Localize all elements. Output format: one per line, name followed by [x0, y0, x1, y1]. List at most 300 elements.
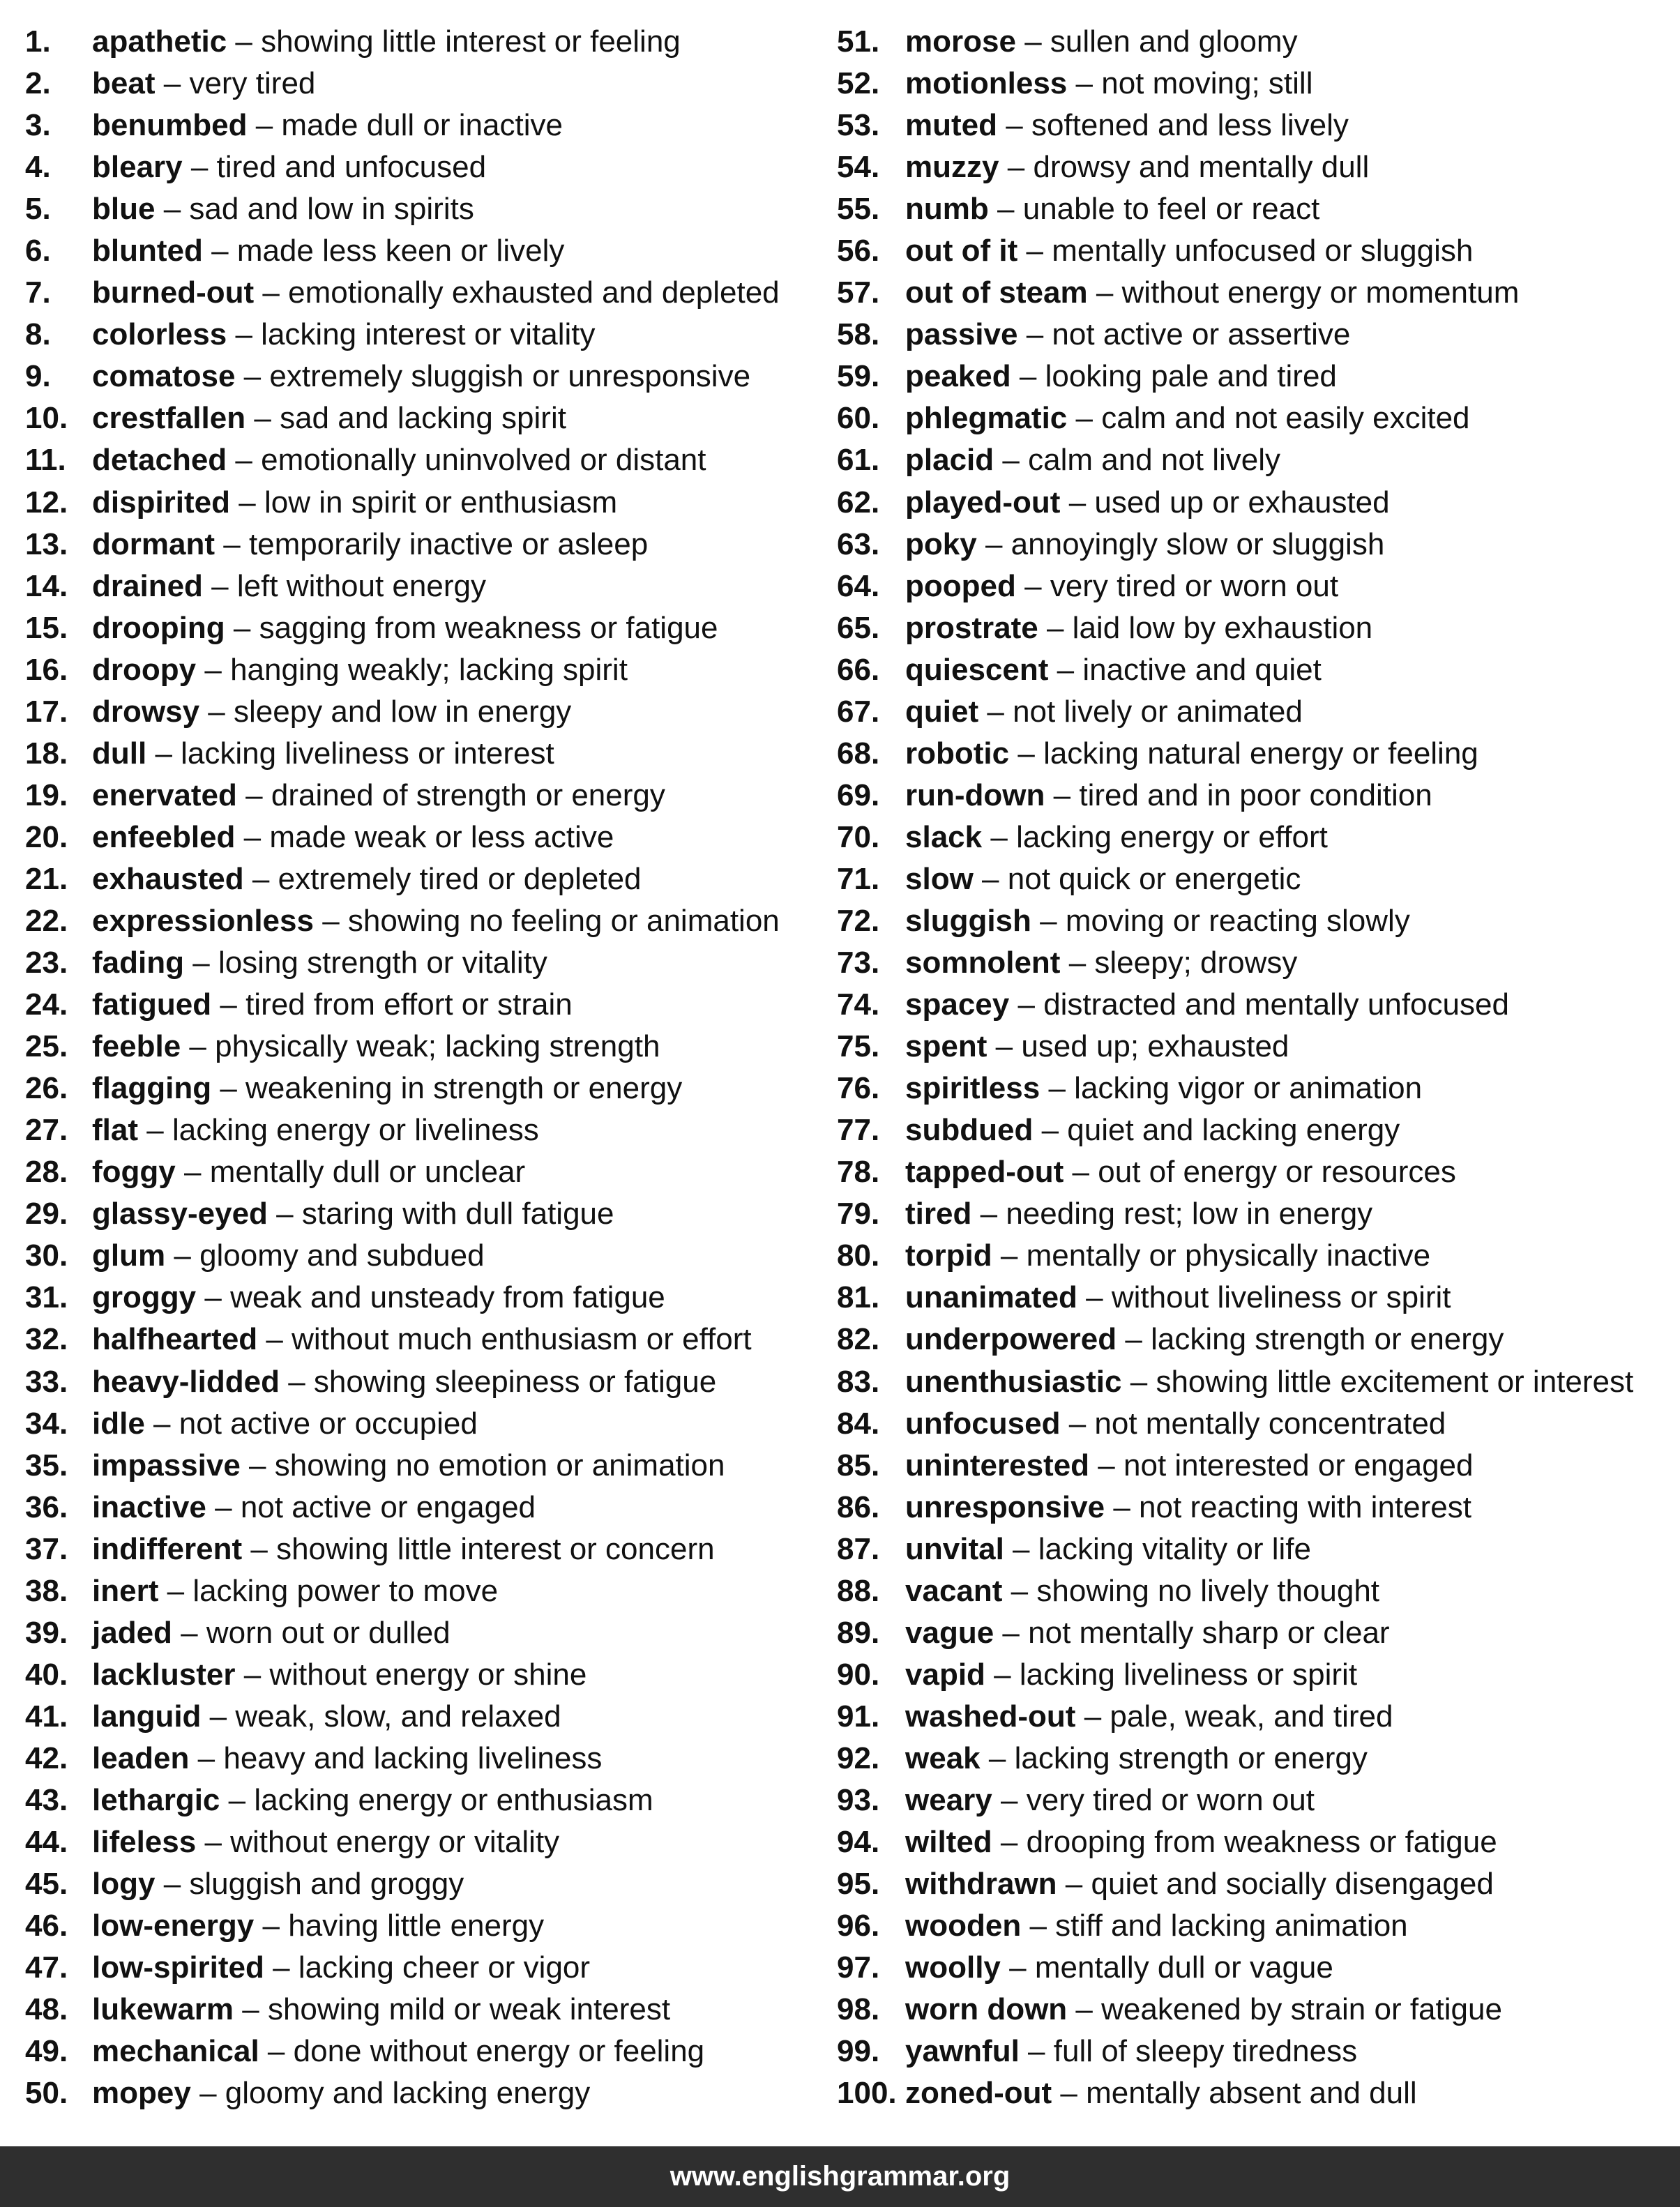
entry-separator: –: [174, 1238, 191, 1273]
list-item: [837, 1654, 1680, 1696]
entry-number: 69.: [837, 778, 880, 812]
entry-word: wilted: [905, 1825, 992, 1860]
entry-word: slow: [905, 861, 974, 896]
entry-number: 38.: [25, 1573, 68, 1608]
entry-separator: –: [1086, 1280, 1103, 1315]
entry-separator: –: [220, 987, 237, 1022]
entry-word: blue: [92, 192, 156, 227]
entry-number: 55.: [837, 192, 880, 227]
entry-number: 63.: [837, 526, 880, 561]
list-item: [25, 146, 820, 188]
entry-number: 58.: [837, 317, 880, 352]
footer-banner: [0, 2146, 1680, 2207]
entry-word: woolly: [905, 1950, 1001, 1985]
list-item: [837, 775, 1680, 817]
entry-definition: heavy and lacking liveliness: [223, 1740, 603, 1775]
entry-word: tired: [905, 1197, 972, 1231]
entry-definition: lacking interest or vitality: [261, 317, 596, 352]
list-item: [837, 1445, 1680, 1487]
list-item: [25, 439, 820, 481]
entry-number: 21.: [25, 861, 68, 896]
list-item: [837, 1529, 1680, 1570]
entry-number: 90.: [837, 1657, 880, 1692]
entry-definition: gloomy and lacking energy: [225, 2076, 591, 2111]
entry-definition: showing little interest or concern: [276, 1531, 715, 1566]
entry-word: beat: [92, 66, 156, 101]
list-item: [837, 817, 1680, 858]
entry-number: 65.: [837, 610, 880, 645]
list-item: [25, 230, 820, 272]
list-item: [837, 188, 1680, 230]
list-item: [837, 691, 1680, 733]
entry-separator: –: [276, 1197, 294, 1231]
entry-separator: –: [1075, 66, 1093, 101]
entry-definition: full of sleepy tiredness: [1053, 2034, 1358, 2069]
entry-separator: –: [262, 1909, 280, 1943]
list-item: [25, 1109, 820, 1151]
entry-number: 88.: [837, 1573, 880, 1608]
entry-definition: lacking energy or effort: [1016, 819, 1328, 854]
entry-word: quiescent: [905, 652, 1049, 687]
entry-word: vacant: [905, 1573, 1003, 1608]
entry-separator: –: [208, 694, 225, 729]
entry-number: 62.: [837, 485, 880, 519]
entry-number: 2.: [25, 66, 51, 101]
list-item: [25, 1821, 820, 1863]
entry-number: 20.: [25, 819, 68, 854]
list-item: [837, 1821, 1680, 1863]
entry-separator: –: [1130, 1364, 1148, 1399]
entry-number: 98.: [837, 1992, 880, 2027]
entry-word: motionless: [905, 66, 1068, 101]
entry-number: 53.: [837, 108, 880, 143]
list-item: [25, 775, 820, 817]
entry-definition: worn out or dulled: [206, 1615, 451, 1650]
list-item: [837, 1863, 1680, 1905]
list-item: [837, 1738, 1680, 1780]
entry-separator: –: [1024, 568, 1042, 603]
entry-definition: showing no lively thought: [1036, 1573, 1380, 1608]
entry-word: spiritless: [905, 1071, 1040, 1106]
list-item: [837, 1780, 1680, 1821]
entry-separator: –: [1113, 1489, 1130, 1524]
list-item: [25, 272, 820, 314]
entry-number: 15.: [25, 610, 68, 645]
entry-separator: –: [1041, 1113, 1059, 1148]
entry-word: drooping: [92, 610, 225, 645]
entry-definition: weakening in strength or energy: [245, 1071, 683, 1106]
list-item: [837, 1989, 1680, 2031]
entry-definition: lacking strength or energy: [1151, 1322, 1504, 1357]
entry-separator: –: [1013, 1531, 1030, 1566]
entry-number: 93.: [837, 1782, 880, 1817]
list-item: [837, 356, 1680, 397]
entry-word: exhausted: [92, 861, 244, 896]
entry-word: bleary: [92, 150, 183, 185]
entry-definition: made weak or less active: [269, 819, 614, 854]
entry-definition: drowsy and mentally dull: [1033, 150, 1370, 185]
entry-separator: –: [1017, 987, 1035, 1022]
list-item: [25, 21, 820, 63]
entry-definition: not reacting with interest: [1139, 1489, 1471, 1524]
entry-separator: –: [1068, 946, 1087, 980]
entry-word: run-down: [905, 778, 1045, 812]
entry-number: 12.: [25, 485, 68, 519]
entry-word: sluggish: [905, 903, 1031, 938]
list-item: [837, 146, 1680, 188]
list-item: [25, 649, 820, 691]
entry-definition: extremely sluggish or unresponsive: [269, 359, 751, 394]
entry-word: mechanical: [92, 2034, 259, 2069]
entry-word: muted: [905, 108, 997, 143]
entry-separator: –: [1068, 485, 1087, 519]
list-item: [837, 230, 1680, 272]
entry-separator: –: [1009, 1950, 1027, 1985]
entry-definition: physically weak; lacking strength: [215, 1029, 660, 1064]
list-item: [25, 105, 820, 146]
entry-definition: not mentally concentrated: [1094, 1406, 1446, 1441]
entry-definition: emotionally exhausted and depleted: [288, 275, 780, 310]
entry-separator: –: [1065, 1867, 1083, 1902]
entry-definition: not quick or energetic: [1007, 861, 1301, 896]
list-item: [837, 607, 1680, 649]
entry-definition: sad and low in spirits: [189, 192, 474, 227]
entry-number: 19.: [25, 778, 68, 812]
entry-definition: not mentally sharp or clear: [1028, 1615, 1390, 1650]
entry-word: underpowered: [905, 1322, 1117, 1357]
list-item: [837, 397, 1680, 439]
entry-separator: –: [1048, 1071, 1066, 1106]
entry-number: 37.: [25, 1531, 68, 1566]
entry-definition: showing sleepiness or fatigue: [313, 1364, 717, 1399]
entry-word: placid: [905, 443, 994, 478]
list-item: [837, 272, 1680, 314]
entry-separator: –: [204, 1280, 222, 1315]
entry-separator: –: [1125, 1322, 1142, 1357]
list-item: [25, 942, 820, 984]
entry-number: 100.: [837, 2076, 897, 2111]
entry-definition: lacking vitality or life: [1038, 1531, 1312, 1566]
entry-word: wooden: [905, 1909, 1022, 1943]
entry-definition: sluggish and groggy: [189, 1867, 464, 1902]
entry-definition: weak and unsteady from fatigue: [230, 1280, 665, 1315]
entry-definition: not active or assertive: [1052, 317, 1351, 352]
entry-number: 51.: [837, 24, 880, 59]
list-item: [25, 1947, 820, 1989]
entry-definition: laid low by exhaustion: [1072, 610, 1373, 645]
list-item: [837, 105, 1680, 146]
list-item: [25, 1068, 820, 1109]
entry-definition: mentally dull or unclear: [209, 1155, 526, 1190]
entry-separator: –: [209, 1699, 227, 1734]
entry-number: 75.: [837, 1029, 880, 1064]
entry-word: robotic: [905, 736, 1010, 771]
entry-number: 85.: [837, 1448, 880, 1482]
entry-number: 72.: [837, 903, 880, 938]
entry-separator: –: [163, 1867, 181, 1902]
entry-number: 89.: [837, 1615, 880, 1650]
entry-definition: left without energy: [236, 568, 486, 603]
entry-definition: lacking power to move: [192, 1573, 499, 1608]
list-item: [25, 858, 820, 900]
entry-definition: hanging weakly; lacking spirit: [230, 652, 628, 687]
list-item: [837, 314, 1680, 356]
entry-separator: –: [1026, 317, 1044, 352]
entry-separator: –: [1075, 401, 1093, 436]
entry-separator: –: [262, 275, 280, 310]
entry-word: burned-out: [92, 275, 255, 310]
entry-word: washed-out: [905, 1699, 1076, 1734]
entry-definition: sleepy; drowsy: [1094, 946, 1298, 980]
entry-separator: –: [211, 234, 229, 268]
entry-separator: –: [243, 819, 262, 854]
entry-number: 84.: [837, 1406, 880, 1441]
entry-number: 80.: [837, 1238, 880, 1273]
entry-word: prostrate: [905, 610, 1038, 645]
entry-number: 71.: [837, 861, 880, 896]
entry-number: 77.: [837, 1113, 880, 1148]
list-item: [837, 942, 1680, 984]
entry-definition: not lively or animated: [1013, 694, 1303, 729]
entry-word: yawnful: [905, 2034, 1020, 2069]
entry-definition: lacking vigor or animation: [1074, 1071, 1423, 1106]
entry-separator: –: [1068, 1406, 1087, 1441]
entry-word: benumbed: [92, 108, 248, 143]
entry-separator: –: [1029, 1909, 1047, 1943]
entry-definition: lacking liveliness or spirit: [1019, 1657, 1358, 1692]
entry-word: out of it: [905, 234, 1018, 268]
entry-definition: showing no feeling or animation: [347, 903, 780, 938]
entry-word: spacey: [905, 987, 1010, 1022]
list-item: [25, 1738, 820, 1780]
entry-number: 23.: [25, 946, 68, 980]
entry-number: 70.: [837, 819, 880, 854]
entry-word: muzzy: [905, 150, 999, 185]
entry-definition: inactive and quiet: [1082, 652, 1322, 687]
entry-separator: –: [254, 401, 271, 436]
entry-separator: –: [243, 359, 262, 394]
entry-number: 87.: [837, 1531, 880, 1566]
entry-number: 95.: [837, 1867, 880, 1902]
list-item: [837, 524, 1680, 566]
entry-definition: lacking strength or energy: [1014, 1740, 1368, 1775]
list-item: [25, 2031, 820, 2072]
entry-definition: used up or exhausted: [1094, 485, 1390, 519]
entry-number: 81.: [837, 1280, 880, 1315]
entry-number: 36.: [25, 1489, 68, 1524]
list-item: [25, 397, 820, 439]
entry-definition: sullen and gloomy: [1050, 24, 1298, 59]
entry-definition: mentally dull or vague: [1034, 1950, 1333, 1985]
entry-definition: needing rest; low in energy: [1006, 1197, 1373, 1231]
entry-word: fatigued: [92, 987, 212, 1022]
list-item: [837, 1109, 1680, 1151]
entry-separator: –: [184, 1155, 202, 1190]
entry-number: 32.: [25, 1322, 68, 1357]
entry-word: unanimated: [905, 1280, 1077, 1315]
list-item: [25, 1361, 820, 1403]
entry-word: inert: [92, 1573, 159, 1608]
entry-separator: –: [1040, 903, 1057, 938]
footer-url[interactable]: www.englishgrammar.org: [669, 2161, 1011, 2192]
entry-word: spent: [905, 1029, 987, 1064]
entry-definition: distracted and mentally unfocused: [1043, 987, 1509, 1022]
entry-word: unvital: [905, 1531, 1004, 1566]
entry-separator: –: [243, 1657, 262, 1692]
entry-separator: –: [249, 1448, 266, 1482]
entry-word: numb: [905, 192, 989, 227]
entry-definition: tired and unfocused: [216, 150, 487, 185]
entry-number: 76.: [837, 1071, 880, 1106]
entry-definition: low in spirit or enthusiasm: [264, 485, 618, 519]
entry-word: unfocused: [905, 1406, 1061, 1441]
entry-separator: –: [1024, 24, 1042, 59]
entry-separator: –: [189, 1029, 206, 1064]
entry-word: jaded: [92, 1615, 172, 1650]
entry-separator: –: [252, 861, 270, 896]
list-item: [25, 63, 820, 105]
word-list: [0, 21, 1680, 2113]
entry-number: 10.: [25, 401, 68, 436]
entry-number: 29.: [25, 1197, 68, 1231]
entry-number: 48.: [25, 1992, 68, 2027]
entry-number: 13.: [25, 526, 68, 561]
entry-separator: –: [1006, 108, 1023, 143]
entry-definition: mentally unfocused or sluggish: [1052, 234, 1474, 268]
entry-definition: losing strength or vitality: [218, 946, 547, 980]
entry-separator: –: [255, 108, 273, 143]
entry-separator: –: [1060, 2076, 1077, 2111]
entry-word: withdrawn: [905, 1867, 1057, 1902]
entry-separator: –: [228, 1782, 246, 1817]
list-item: [25, 188, 820, 230]
entry-separator: –: [199, 2076, 217, 2111]
entry-separator: –: [1017, 736, 1035, 771]
entry-separator: –: [1084, 1699, 1102, 1734]
entry-number: 99.: [837, 2034, 880, 2069]
list-item: [25, 482, 820, 524]
entry-word: uninterested: [905, 1448, 1090, 1482]
entry-number: 82.: [837, 1322, 880, 1357]
entry-separator: –: [220, 1071, 237, 1106]
entry-word: lifeless: [92, 1825, 197, 1860]
entry-definition: showing mild or weak interest: [267, 1992, 671, 2027]
list-item: [837, 482, 1680, 524]
entry-number: 41.: [25, 1699, 68, 1734]
entry-definition: lacking natural energy or feeling: [1043, 736, 1478, 771]
entry-separator: –: [1053, 778, 1071, 812]
entry-number: 47.: [25, 1950, 68, 1985]
entry-word: languid: [92, 1699, 202, 1734]
entry-word: weary: [905, 1782, 992, 1817]
entry-number: 57.: [837, 275, 880, 310]
entry-definition: drained of strength or energy: [271, 778, 665, 812]
entry-word: enfeebled: [92, 819, 236, 854]
entry-word: blunted: [92, 234, 203, 268]
entry-number: 91.: [837, 1699, 880, 1734]
entry-word: halfhearted: [92, 1322, 258, 1357]
entry-separator: –: [985, 526, 1003, 561]
entry-number: 14.: [25, 568, 68, 603]
entry-definition: unable to feel or react: [1022, 192, 1320, 227]
entry-word: glassy-eyed: [92, 1197, 268, 1231]
entry-number: 52.: [837, 66, 880, 101]
entry-definition: out of energy or resources: [1098, 1155, 1456, 1190]
list-item: [25, 356, 820, 397]
entry-definition: made less keen or lively: [236, 234, 565, 268]
entry-separator: –: [204, 1825, 222, 1860]
list-item: [25, 1696, 820, 1738]
entry-definition: made dull or inactive: [281, 108, 563, 143]
entry-separator: –: [235, 24, 252, 59]
entry-separator: –: [215, 1489, 232, 1524]
list-item: [837, 1403, 1680, 1445]
entry-separator: –: [1046, 610, 1064, 645]
list-item: [837, 1696, 1680, 1738]
entry-number: 59.: [837, 359, 880, 394]
list-item: [25, 1319, 820, 1360]
entry-word: slack: [905, 819, 983, 854]
entry-definition: tired from effort or strain: [245, 987, 573, 1022]
entry-definition: showing little excitement or interest: [1156, 1364, 1634, 1399]
entry-number: 22.: [25, 903, 68, 938]
entry-definition: tired and in poor condition: [1079, 778, 1432, 812]
entry-definition: drooping from weakness or fatigue: [1026, 1825, 1497, 1860]
entry-separator: –: [1019, 359, 1037, 394]
entry-word: heavy-lidded: [92, 1364, 280, 1399]
entry-number: 94.: [837, 1825, 880, 1860]
entry-word: comatose: [92, 359, 236, 394]
entry-word: tapped-out: [905, 1155, 1064, 1190]
entry-word: passive: [905, 317, 1018, 352]
entry-separator: –: [204, 652, 222, 687]
entry-definition: moving or reacting slowly: [1065, 903, 1410, 938]
entry-word: drained: [92, 568, 203, 603]
entry-definition: weakened by strain or fatigue: [1101, 1992, 1502, 2027]
entry-definition: used up; exhausted: [1021, 1029, 1289, 1064]
entry-word: unresponsive: [905, 1489, 1105, 1524]
entry-number: 18.: [25, 736, 68, 771]
entry-definition: lacking cheer or vigor: [298, 1950, 591, 1985]
entry-separator: –: [1096, 275, 1114, 310]
entry-number: 45.: [25, 1867, 68, 1902]
entry-separator: –: [1011, 1573, 1029, 1608]
entry-word: worn down: [905, 1992, 1068, 2027]
entry-separator: –: [233, 610, 251, 645]
entry-number: 28.: [25, 1155, 68, 1190]
list-item: [25, 1151, 820, 1193]
entry-definition: weak, slow, and relaxed: [235, 1699, 561, 1734]
list-item: [25, 733, 820, 775]
entry-word: low-spirited: [92, 1950, 264, 1985]
list-item: [837, 1193, 1680, 1235]
entry-word: inactive: [92, 1489, 206, 1524]
entry-separator: –: [146, 1113, 164, 1148]
entry-number: 78.: [837, 1155, 880, 1190]
entry-separator: –: [266, 1322, 283, 1357]
entry-separator: –: [1075, 1992, 1093, 2027]
entry-separator: –: [153, 1406, 171, 1441]
entry-separator: –: [1000, 1825, 1018, 1860]
entry-definition: not moving; still: [1101, 66, 1313, 101]
entry-separator: –: [1098, 1448, 1115, 1482]
entry-definition: temporarily inactive or asleep: [248, 526, 649, 561]
entry-number: 34.: [25, 1406, 68, 1441]
list-item: [837, 63, 1680, 105]
list-item: [837, 1947, 1680, 1989]
entry-definition: done without energy or feeling: [293, 2034, 705, 2069]
entry-word: flat: [92, 1113, 138, 1148]
